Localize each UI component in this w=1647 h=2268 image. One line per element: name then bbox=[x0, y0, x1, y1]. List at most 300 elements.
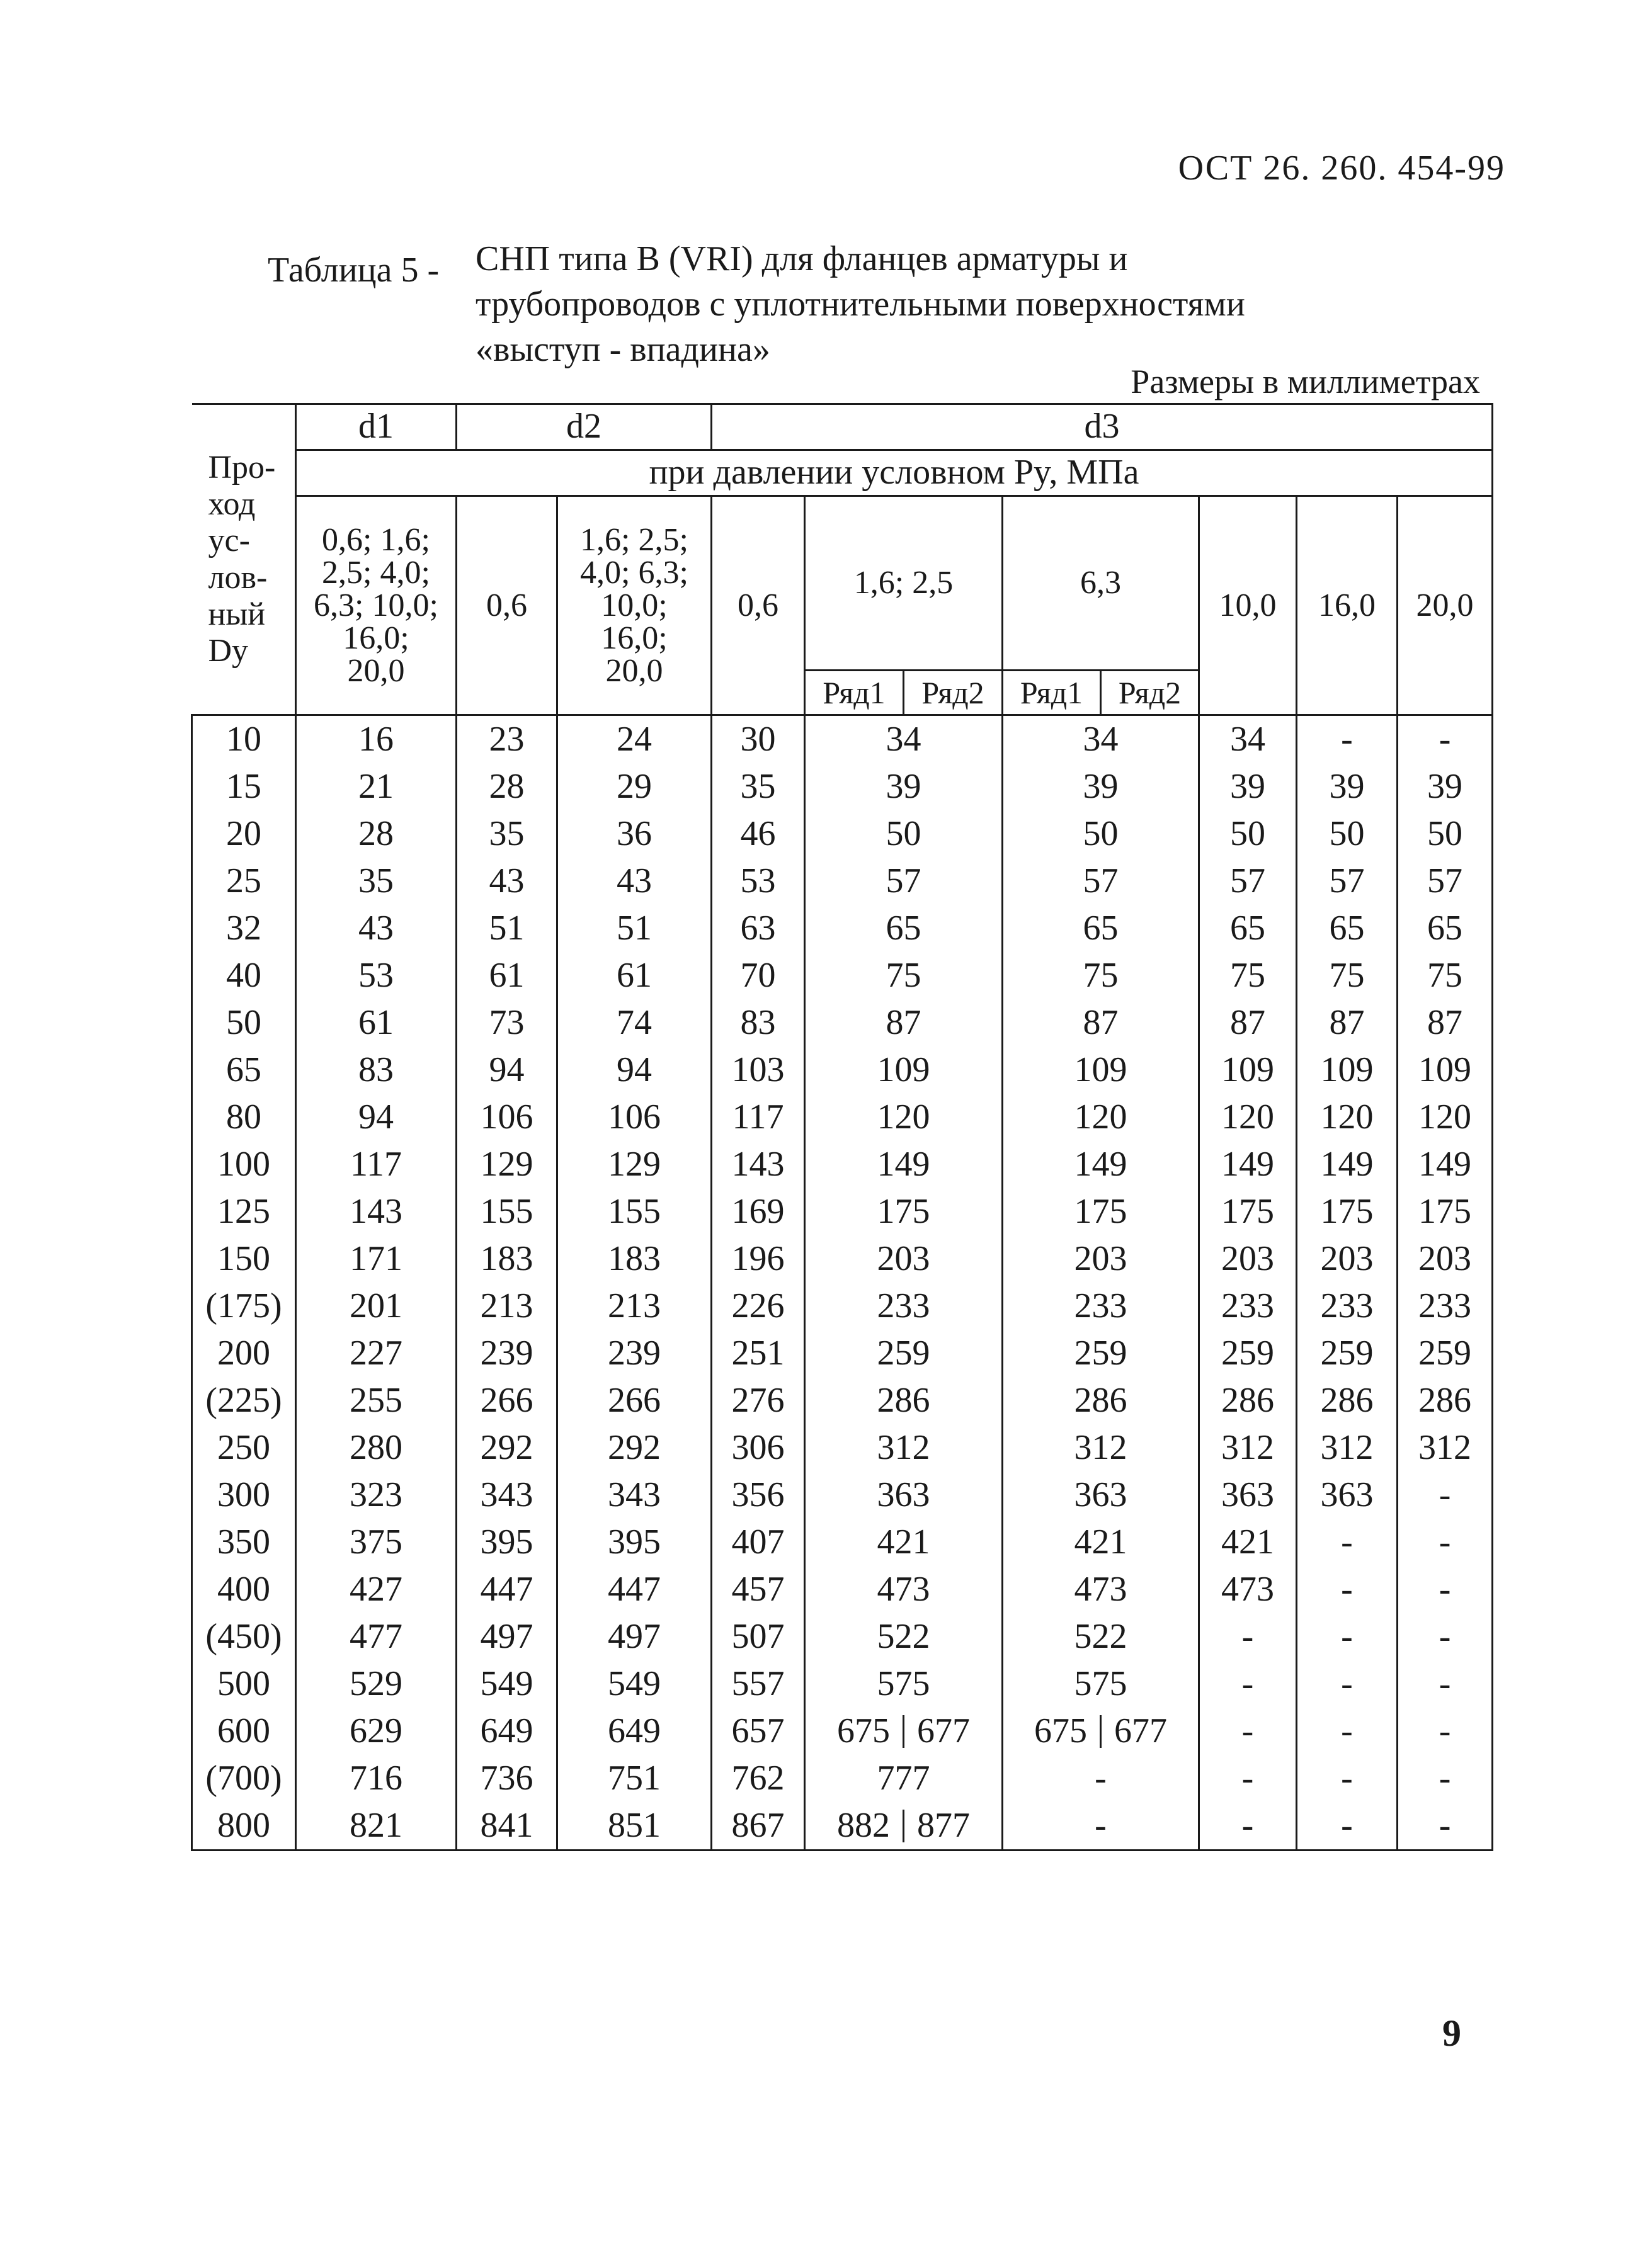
d2b-cell: 239 bbox=[557, 1330, 712, 1377]
d3b-cell: 75 bbox=[805, 952, 1003, 999]
dy-cell: 40 bbox=[192, 952, 296, 999]
d3d-cell: 65 bbox=[1199, 905, 1297, 952]
table-row bbox=[192, 1330, 1493, 1377]
table-row bbox=[192, 763, 1493, 810]
d2a-cell: 266 bbox=[457, 1377, 557, 1424]
d3d-cell: 109 bbox=[1199, 1046, 1297, 1094]
dy-cell: 600 bbox=[192, 1708, 296, 1755]
d2b-cell: 851 bbox=[557, 1802, 712, 1851]
d2b-cell: 213 bbox=[557, 1283, 712, 1330]
d3e-cell: 50 bbox=[1297, 810, 1398, 858]
d1-cell: 227 bbox=[296, 1330, 457, 1377]
d2a-cell: 395 bbox=[457, 1519, 557, 1566]
d2a-cell: 51 bbox=[457, 905, 557, 952]
d3c-cell: 50 bbox=[1003, 810, 1199, 858]
ryad1-value: 675 bbox=[1034, 1711, 1087, 1750]
d2b-cell: 29 bbox=[557, 763, 712, 810]
d3f-cell: - bbox=[1398, 1708, 1493, 1755]
d3a-cell: 117 bbox=[712, 1094, 805, 1141]
d3e-cell: 286 bbox=[1297, 1377, 1398, 1424]
d3e-cell: 203 bbox=[1297, 1235, 1398, 1283]
d3d-cell: 149 bbox=[1199, 1141, 1297, 1188]
d3c-cell: 120 bbox=[1003, 1094, 1199, 1141]
d3d-cell: 473 bbox=[1199, 1566, 1297, 1613]
pressure-header: при давлении условном Py, МПа bbox=[296, 450, 1493, 496]
d3f-cell: 75 bbox=[1398, 952, 1493, 999]
d3e-cell: 65 bbox=[1297, 905, 1398, 952]
dy-cell: 15 bbox=[192, 763, 296, 810]
d3a-cell: 35 bbox=[712, 763, 805, 810]
d2a-cell: 549 bbox=[457, 1660, 557, 1708]
units-note: Размеры в миллиметрах bbox=[1131, 363, 1480, 400]
split-divider bbox=[903, 1810, 904, 1842]
d3a-cell: 63 bbox=[712, 905, 805, 952]
d3b-cell: 39 bbox=[805, 763, 1003, 810]
d1-cell: 427 bbox=[296, 1566, 457, 1613]
d3e-cell: 75 bbox=[1297, 952, 1398, 999]
d2b-cell: 106 bbox=[557, 1094, 712, 1141]
d3e-cell: 39 bbox=[1297, 763, 1398, 810]
split-divider bbox=[1100, 1715, 1102, 1748]
d2b-cell: 155 bbox=[557, 1188, 712, 1235]
d3f-cell: 50 bbox=[1398, 810, 1493, 858]
dy-cell: (450) bbox=[192, 1613, 296, 1660]
d2b-cell: 292 bbox=[557, 1424, 712, 1471]
pressure-d1: 0,6; 1,6; 2,5; 4,0; 6,3; 10,0; 16,0; 20,0 bbox=[296, 496, 457, 715]
d2a-cell: 43 bbox=[457, 858, 557, 905]
d3b-cell: 120 bbox=[805, 1094, 1003, 1141]
d3b-cell: 57 bbox=[805, 858, 1003, 905]
dy-cell: 100 bbox=[192, 1141, 296, 1188]
d3d-cell: - bbox=[1199, 1660, 1297, 1708]
d3c-cell: 149 bbox=[1003, 1141, 1199, 1188]
table-row bbox=[192, 905, 1493, 952]
d3b-cell: 233 bbox=[805, 1283, 1003, 1330]
d3f-cell: 259 bbox=[1398, 1330, 1493, 1377]
table-row bbox=[192, 1141, 1493, 1188]
d3e-cell: 109 bbox=[1297, 1046, 1398, 1094]
d2a-cell: 28 bbox=[457, 763, 557, 810]
d3f-cell: 39 bbox=[1398, 763, 1493, 810]
table-caption-text: СНП типа В (VRI) для фланцев арматуры и трубопроводов с уплотнительными поверхностями «выступ - впадина» bbox=[476, 239, 1245, 369]
d3f-cell: - bbox=[1398, 1755, 1493, 1802]
d3c-cell: 57 bbox=[1003, 858, 1199, 905]
d2b-cell: 129 bbox=[557, 1141, 712, 1188]
dy-cell: 125 bbox=[192, 1188, 296, 1235]
d2a-cell: 447 bbox=[457, 1566, 557, 1613]
d3d-cell: 203 bbox=[1199, 1235, 1297, 1283]
d1-cell: 171 bbox=[296, 1235, 457, 1283]
d3d-cell: - bbox=[1199, 1708, 1297, 1755]
d1-cell: 16 bbox=[296, 715, 457, 764]
d3e-cell: 233 bbox=[1297, 1283, 1398, 1330]
pressure-d3-63-cell bbox=[1003, 496, 1199, 715]
d3c-cell: 522 bbox=[1003, 1613, 1199, 1660]
d3f-cell: 109 bbox=[1398, 1046, 1493, 1094]
d3c-cell: 34 bbox=[1003, 715, 1199, 764]
dimensions-table bbox=[191, 403, 1491, 1851]
d2a-cell: 23 bbox=[457, 715, 557, 764]
d3a-cell: 169 bbox=[712, 1188, 805, 1235]
d3b-cell: 175 bbox=[805, 1188, 1003, 1235]
d3f-cell: - bbox=[1398, 1471, 1493, 1519]
table-row bbox=[192, 1519, 1493, 1566]
d3a-cell: 70 bbox=[712, 952, 805, 999]
table-row bbox=[192, 1046, 1493, 1094]
d3b-cell bbox=[805, 1708, 1003, 1755]
d3-header: d3 bbox=[712, 404, 1493, 450]
d2b-cell: 61 bbox=[557, 952, 712, 999]
d3b-cell: 259 bbox=[805, 1330, 1003, 1377]
table-row bbox=[192, 858, 1493, 905]
d3b-cell bbox=[805, 1802, 1003, 1851]
table-row bbox=[192, 1188, 1493, 1235]
d3f-cell: - bbox=[1398, 715, 1493, 764]
d2b-cell: 43 bbox=[557, 858, 712, 905]
ryad1-label: Ряд1 bbox=[1020, 675, 1083, 710]
d3a-cell: 143 bbox=[712, 1141, 805, 1188]
d3f-cell: - bbox=[1398, 1566, 1493, 1613]
dy-cell: 200 bbox=[192, 1330, 296, 1377]
d1-cell: 255 bbox=[296, 1377, 457, 1424]
table-row bbox=[192, 1708, 1493, 1755]
d3b-cell: 109 bbox=[805, 1046, 1003, 1094]
d3d-cell: 421 bbox=[1199, 1519, 1297, 1566]
d3c-cell: - bbox=[1003, 1755, 1199, 1802]
d3b-cell: 363 bbox=[805, 1471, 1003, 1519]
d2a-cell: 213 bbox=[457, 1283, 557, 1330]
d1-cell: 21 bbox=[296, 763, 457, 810]
d1-cell: 61 bbox=[296, 999, 457, 1046]
d1-cell: 43 bbox=[296, 905, 457, 952]
d3a-cell: 557 bbox=[712, 1660, 805, 1708]
d1-cell: 83 bbox=[296, 1046, 457, 1094]
d3b-cell: 65 bbox=[805, 905, 1003, 952]
d1-cell: 716 bbox=[296, 1755, 457, 1802]
d2a-cell: 183 bbox=[457, 1235, 557, 1283]
d2b-cell: 649 bbox=[557, 1708, 712, 1755]
d1-cell: 117 bbox=[296, 1141, 457, 1188]
d3f-cell: 286 bbox=[1398, 1377, 1493, 1424]
document-code: ОСТ 26. 260. 454-99 bbox=[1178, 149, 1505, 188]
data-table bbox=[191, 403, 1493, 1851]
d3e-cell: 363 bbox=[1297, 1471, 1398, 1519]
d3b-cell: 421 bbox=[805, 1519, 1003, 1566]
d2b-cell: 395 bbox=[557, 1519, 712, 1566]
d2b-cell: 447 bbox=[557, 1566, 712, 1613]
d3b-cell: 473 bbox=[805, 1566, 1003, 1613]
d1-cell: 28 bbox=[296, 810, 457, 858]
pressure-d3-10: 10,0 bbox=[1199, 496, 1297, 715]
d3f-cell: - bbox=[1398, 1660, 1493, 1708]
d3a-cell: 762 bbox=[712, 1755, 805, 1802]
d3d-cell: 75 bbox=[1199, 952, 1297, 999]
pressure-d2-a: 0,6 bbox=[457, 496, 557, 715]
dy-cell: 150 bbox=[192, 1235, 296, 1283]
d3f-cell: - bbox=[1398, 1613, 1493, 1660]
d3c-cell: - bbox=[1003, 1802, 1199, 1851]
table-row bbox=[192, 1471, 1493, 1519]
d3d-cell: - bbox=[1199, 1802, 1297, 1851]
split-divider bbox=[903, 1715, 904, 1748]
d3a-cell: 30 bbox=[712, 715, 805, 764]
d3f-cell: 149 bbox=[1398, 1141, 1493, 1188]
dy-header: Про- ход ус- лов- ный Dy bbox=[192, 404, 296, 715]
d3e-cell: - bbox=[1297, 1755, 1398, 1802]
pressure-d2-b: 1,6; 2,5; 4,0; 6,3; 10,0; 16,0; 20,0 bbox=[557, 496, 712, 715]
d2a-cell: 155 bbox=[457, 1188, 557, 1235]
d3c-cell: 233 bbox=[1003, 1283, 1199, 1330]
d3d-cell: 39 bbox=[1199, 763, 1297, 810]
d2a-cell: 736 bbox=[457, 1755, 557, 1802]
d3d-cell: - bbox=[1199, 1755, 1297, 1802]
d3f-cell: - bbox=[1398, 1519, 1493, 1566]
dy-cell: 20 bbox=[192, 810, 296, 858]
d1-cell: 529 bbox=[296, 1660, 457, 1708]
d3c-cell: 175 bbox=[1003, 1188, 1199, 1235]
pressure-d3-63: 6,3 bbox=[1080, 565, 1121, 601]
d3b-cell: 575 bbox=[805, 1660, 1003, 1708]
d3f-cell: 175 bbox=[1398, 1188, 1493, 1235]
d3e-cell: 175 bbox=[1297, 1188, 1398, 1235]
d3b-cell: 203 bbox=[805, 1235, 1003, 1283]
d3e-cell: - bbox=[1297, 1566, 1398, 1613]
d3f-cell: 57 bbox=[1398, 858, 1493, 905]
d2b-cell: 343 bbox=[557, 1471, 712, 1519]
d3d-cell: 175 bbox=[1199, 1188, 1297, 1235]
d1-cell: 53 bbox=[296, 952, 457, 999]
ryad1-value: 675 bbox=[837, 1711, 890, 1750]
d3b-cell: 34 bbox=[805, 715, 1003, 764]
d3b-cell: 87 bbox=[805, 999, 1003, 1046]
d2a-cell: 94 bbox=[457, 1046, 557, 1094]
dy-cell: 500 bbox=[192, 1660, 296, 1708]
d3a-cell: 407 bbox=[712, 1519, 805, 1566]
table-row bbox=[192, 952, 1493, 999]
d3b-cell: 777 bbox=[805, 1755, 1003, 1802]
ryad-split-1 bbox=[806, 669, 1001, 714]
d3f-cell: - bbox=[1398, 1802, 1493, 1851]
d3c-cell: 65 bbox=[1003, 905, 1199, 952]
d3c-cell: 575 bbox=[1003, 1660, 1199, 1708]
d3d-cell: 57 bbox=[1199, 858, 1297, 905]
d2b-cell: 549 bbox=[557, 1660, 712, 1708]
d2a-cell: 239 bbox=[457, 1330, 557, 1377]
dy-cell: 65 bbox=[192, 1046, 296, 1094]
d1-cell: 94 bbox=[296, 1094, 457, 1141]
d1-cell: 35 bbox=[296, 858, 457, 905]
d3a-cell: 356 bbox=[712, 1471, 805, 1519]
d3e-cell: 312 bbox=[1297, 1424, 1398, 1471]
dy-cell: (700) bbox=[192, 1755, 296, 1802]
d2b-cell: 497 bbox=[557, 1613, 712, 1660]
d3c-cell: 286 bbox=[1003, 1377, 1199, 1424]
split-values bbox=[806, 1802, 1001, 1849]
d3e-cell: - bbox=[1297, 1802, 1398, 1851]
d3a-cell: 226 bbox=[712, 1283, 805, 1330]
dy-cell: 800 bbox=[192, 1802, 296, 1851]
split-values bbox=[806, 1708, 1001, 1755]
d2a-cell: 841 bbox=[457, 1802, 557, 1851]
table-row bbox=[192, 1755, 1493, 1802]
d3f-cell: 312 bbox=[1398, 1424, 1493, 1471]
d2a-cell: 73 bbox=[457, 999, 557, 1046]
d2a-cell: 292 bbox=[457, 1424, 557, 1471]
d2b-cell: 94 bbox=[557, 1046, 712, 1094]
d1-cell: 821 bbox=[296, 1802, 457, 1851]
d3a-cell: 251 bbox=[712, 1330, 805, 1377]
d3d-cell: 34 bbox=[1199, 715, 1297, 764]
table-row bbox=[192, 1377, 1493, 1424]
dy-cell: 400 bbox=[192, 1566, 296, 1613]
d1-cell: 323 bbox=[296, 1471, 457, 1519]
d3c-cell: 259 bbox=[1003, 1330, 1199, 1377]
d3e-cell: - bbox=[1297, 1660, 1398, 1708]
d3d-cell: 87 bbox=[1199, 999, 1297, 1046]
d3d-cell: 259 bbox=[1199, 1330, 1297, 1377]
ryad-split-2 bbox=[1003, 669, 1198, 714]
d3d-cell: 233 bbox=[1199, 1283, 1297, 1330]
table-row bbox=[192, 1613, 1493, 1660]
d2b-cell: 74 bbox=[557, 999, 712, 1046]
d3a-cell: 46 bbox=[712, 810, 805, 858]
d3b-cell: 149 bbox=[805, 1141, 1003, 1188]
d3c-cell: 39 bbox=[1003, 763, 1199, 810]
d2b-cell: 51 bbox=[557, 905, 712, 952]
d3a-cell: 103 bbox=[712, 1046, 805, 1094]
ryad2-label: Ряд2 bbox=[1100, 671, 1198, 714]
d3d-cell: 363 bbox=[1199, 1471, 1297, 1519]
page-number: 9 bbox=[1442, 2012, 1461, 2054]
d3a-cell: 306 bbox=[712, 1424, 805, 1471]
d3b-cell: 286 bbox=[805, 1377, 1003, 1424]
d2a-cell: 129 bbox=[457, 1141, 557, 1188]
pressure-d3-160: 16,0 bbox=[1297, 496, 1398, 715]
ryad2-label: Ряд2 bbox=[903, 671, 1001, 714]
d3e-cell: 120 bbox=[1297, 1094, 1398, 1141]
table-row bbox=[192, 1283, 1493, 1330]
pressure-d3-16-cell bbox=[805, 496, 1003, 715]
d3e-cell: - bbox=[1297, 1613, 1398, 1660]
ryad2-value: 677 bbox=[917, 1711, 970, 1750]
d3b-cell: 312 bbox=[805, 1424, 1003, 1471]
d3d-cell: 50 bbox=[1199, 810, 1297, 858]
d2b-cell: 751 bbox=[557, 1755, 712, 1802]
d3a-cell: 83 bbox=[712, 999, 805, 1046]
d3e-cell: 259 bbox=[1297, 1330, 1398, 1377]
d2a-cell: 61 bbox=[457, 952, 557, 999]
ryad1-value: 882 bbox=[837, 1805, 890, 1845]
split-values bbox=[1003, 1708, 1198, 1755]
d3a-cell: 507 bbox=[712, 1613, 805, 1660]
d3e-cell: - bbox=[1297, 1519, 1398, 1566]
d1-cell: 143 bbox=[296, 1188, 457, 1235]
d3f-cell: 120 bbox=[1398, 1094, 1493, 1141]
d3d-cell: 312 bbox=[1199, 1424, 1297, 1471]
pressure-d3-06: 0,6 bbox=[712, 496, 805, 715]
table-row bbox=[192, 1424, 1493, 1471]
d3d-cell: 286 bbox=[1199, 1377, 1297, 1424]
d2b-cell: 24 bbox=[557, 715, 712, 764]
d3c-cell: 363 bbox=[1003, 1471, 1199, 1519]
d1-cell: 280 bbox=[296, 1424, 457, 1471]
dy-cell: 300 bbox=[192, 1471, 296, 1519]
d3c-cell: 312 bbox=[1003, 1424, 1199, 1471]
table-row bbox=[192, 810, 1493, 858]
d3e-cell: 57 bbox=[1297, 858, 1398, 905]
d3e-cell: 149 bbox=[1297, 1141, 1398, 1188]
dy-cell: 80 bbox=[192, 1094, 296, 1141]
d3a-cell: 196 bbox=[712, 1235, 805, 1283]
table-row bbox=[192, 1802, 1493, 1851]
d1-cell: 375 bbox=[296, 1519, 457, 1566]
d3c-cell bbox=[1003, 1708, 1199, 1755]
d3c-cell: 473 bbox=[1003, 1566, 1199, 1613]
d3f-cell: 65 bbox=[1398, 905, 1493, 952]
d1-cell: 477 bbox=[296, 1613, 457, 1660]
d3b-cell: 522 bbox=[805, 1613, 1003, 1660]
dy-cell: 50 bbox=[192, 999, 296, 1046]
d1-cell: 201 bbox=[296, 1283, 457, 1330]
d2a-cell: 649 bbox=[457, 1708, 557, 1755]
d3f-cell: 233 bbox=[1398, 1283, 1493, 1330]
d3a-cell: 867 bbox=[712, 1802, 805, 1851]
dy-cell: 32 bbox=[192, 905, 296, 952]
d2a-cell: 106 bbox=[457, 1094, 557, 1141]
d3c-cell: 203 bbox=[1003, 1235, 1199, 1283]
table-row bbox=[192, 1566, 1493, 1613]
d3e-cell: - bbox=[1297, 1708, 1398, 1755]
d3f-cell: 87 bbox=[1398, 999, 1493, 1046]
dy-cell: 10 bbox=[192, 715, 296, 764]
d1-header: d1 bbox=[296, 404, 457, 450]
dy-cell: (175) bbox=[192, 1283, 296, 1330]
table-caption-label: Таблица 5 - bbox=[268, 251, 440, 290]
d3d-cell: - bbox=[1199, 1613, 1297, 1660]
d3f-cell: 203 bbox=[1398, 1235, 1493, 1283]
d3c-cell: 109 bbox=[1003, 1046, 1199, 1094]
d1-cell: 629 bbox=[296, 1708, 457, 1755]
d3d-cell: 120 bbox=[1199, 1094, 1297, 1141]
d3a-cell: 53 bbox=[712, 858, 805, 905]
table-row bbox=[192, 715, 1493, 764]
d2-header: d2 bbox=[457, 404, 712, 450]
dy-cell: 25 bbox=[192, 858, 296, 905]
ryad2-value: 877 bbox=[917, 1805, 970, 1845]
d2b-cell: 36 bbox=[557, 810, 712, 858]
table-row bbox=[192, 1094, 1493, 1141]
d3e-cell: - bbox=[1297, 715, 1398, 764]
d2b-cell: 266 bbox=[557, 1377, 712, 1424]
ryad1-label: Ряд1 bbox=[823, 675, 886, 710]
dy-cell: 350 bbox=[192, 1519, 296, 1566]
d3c-cell: 75 bbox=[1003, 952, 1199, 999]
d2a-cell: 497 bbox=[457, 1613, 557, 1660]
table-body bbox=[192, 715, 1493, 1851]
d3a-cell: 657 bbox=[712, 1708, 805, 1755]
d2b-cell: 183 bbox=[557, 1235, 712, 1283]
d3c-cell: 87 bbox=[1003, 999, 1199, 1046]
d2a-cell: 35 bbox=[457, 810, 557, 858]
pressure-d3-200: 20,0 bbox=[1398, 496, 1493, 715]
dy-cell: (225) bbox=[192, 1377, 296, 1424]
pressure-d3-16: 1,6; 2,5 bbox=[853, 565, 954, 601]
d3e-cell: 87 bbox=[1297, 999, 1398, 1046]
d3a-cell: 457 bbox=[712, 1566, 805, 1613]
d3a-cell: 276 bbox=[712, 1377, 805, 1424]
dy-cell: 250 bbox=[192, 1424, 296, 1471]
table-row bbox=[192, 1235, 1493, 1283]
